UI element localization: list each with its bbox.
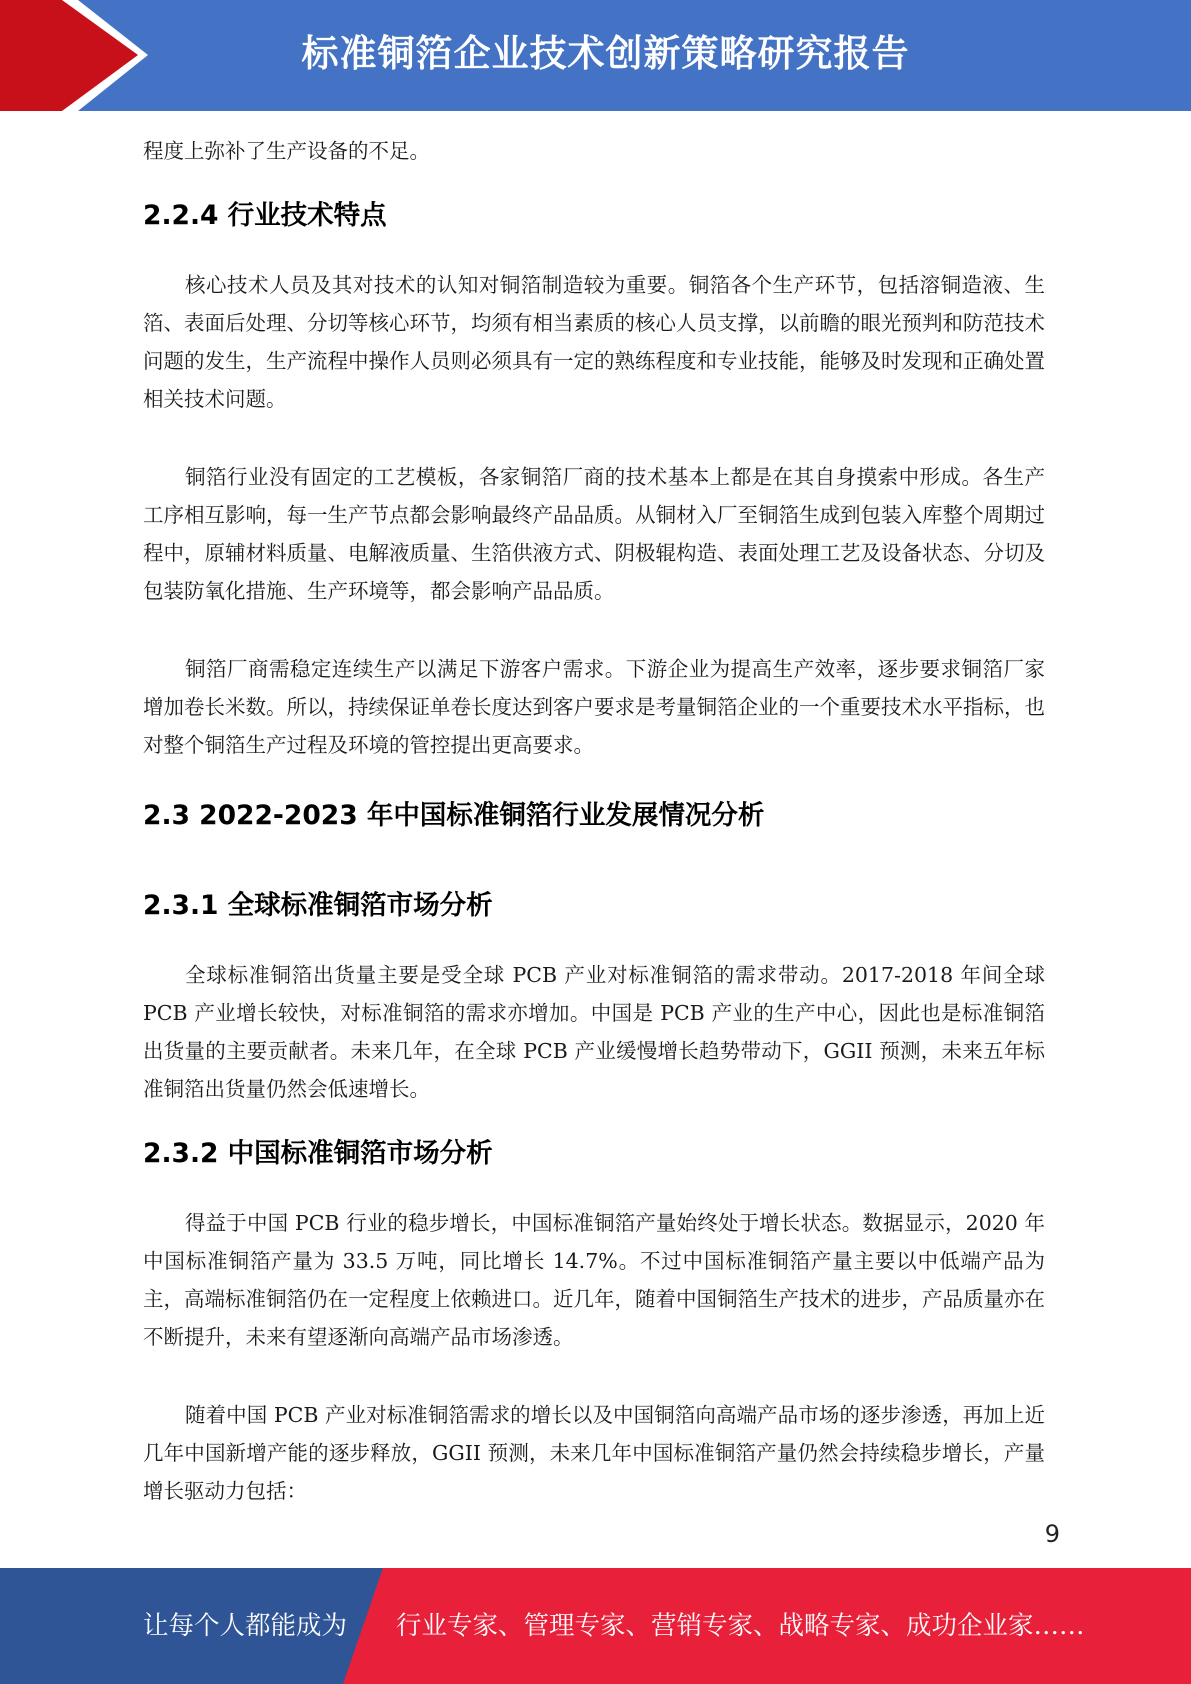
section-heading-2-3-2: 2.3.2 中国标准铜箔市场分析	[143, 1138, 493, 1169]
intro-paragraph: 程度上弥补了生产设备的不足。	[143, 139, 430, 163]
paragraph: 铜箔行业没有固定的工艺模板，各家铜箔厂商的技术基本上都是在其自身摸索中形成。各生产工序相互影响，每一生产节点都会影响最终产品品质。从铜材入厂至铜箔生成到包装入库整个周期过程中，原辅材料质量、电解液质量、生箔供液方式、阴极辊构造、表面处理工艺及设备状态、分切及包装防氧化措施、生产环境等，都会影响产品品质。	[143, 465, 1045, 603]
section-heading-2-3: 2.3 2022-2023 年中国标准铜箔行业发展情况分析	[143, 800, 765, 831]
page-number: 9	[1044, 1520, 1060, 1548]
paragraph: 得益于中国 PCB 行业的稳步增长，中国标准铜箔产量始终处于增长状态。数据显示，2020 年中国标准铜箔产量为 33.5 万吨，同比增长 14.7%。不过中国标准铜箔产量主要以中低端产品为主，高端标准铜箔仍在一定程度上依赖进口。近几年，随着中国铜箔生产技术的进步，产品质量亦在不断提升，未来有望逐渐向高端产品市场渗透。	[143, 1211, 1045, 1349]
paragraph: 随着中国 PCB 产业对标准铜箔需求的增长以及中国铜箔向高端产品市场的逐步渗透，再加上近几年中国新增产能的逐步释放，GGII 预测，未来几年中国标准铜箔产量仍然会持续稳步增长，产量增长驱动力包括：	[143, 1403, 1045, 1503]
footer-slogan-right: 行业专家、管理专家、营销专家、战略专家、成功企业家……	[396, 1611, 1085, 1641]
footer-slogan-left: 让每个人都能成为	[143, 1611, 348, 1641]
section-heading-2-3-1: 2.3.1 全球标准铜箔市场分析	[143, 890, 493, 921]
section-heading-2-2-4: 2.2.4 行业技术特点	[143, 200, 387, 231]
paragraph: 核心技术人员及其对技术的认知对铜箔制造较为重要。铜箔各个生产环节，包括溶铜造液、生箔、表面后处理、分切等核心环节，均须有相当素质的核心人员支撑，以前瞻的眼光预判和防范技术问题的发生，生产流程中操作人员则必须具有一定的熟练程度和专业技能，能够及时发现和正确处置相关技术问题。	[143, 273, 1045, 411]
report-title: 标准铜箔企业技术创新策略研究报告	[301, 32, 910, 75]
paragraph: 全球标准铜箔出货量主要是受全球 PCB 产业对标准铜箔的需求带动。2017-2018 年间全球 PCB 产业增长较快，对标准铜箔的需求亦增加。中国是 PCB 产业的生产中心，因此也是标准铜箔出货量的主要贡献者。未来几年，在全球 PCB 产业缓慢增长趋势带动下，GGII 预测，未来五年标准铜箔出货量仍然会低速增长。	[143, 963, 1045, 1101]
page-footer	[0, 1568, 1191, 1684]
paragraph: 铜箔厂商需稳定连续生产以满足下游客户需求。下游企业为提高生产效率，逐步要求铜箔厂家增加卷长米数。所以，持续保证单卷长度达到客户要求是考量铜箔企业的一个重要技术水平指标，也对整个铜箔生产过程及环境的管控提出更高要求。	[143, 657, 1045, 757]
page-header	[0, 0, 1191, 111]
page-content	[143, 132, 1045, 1510]
